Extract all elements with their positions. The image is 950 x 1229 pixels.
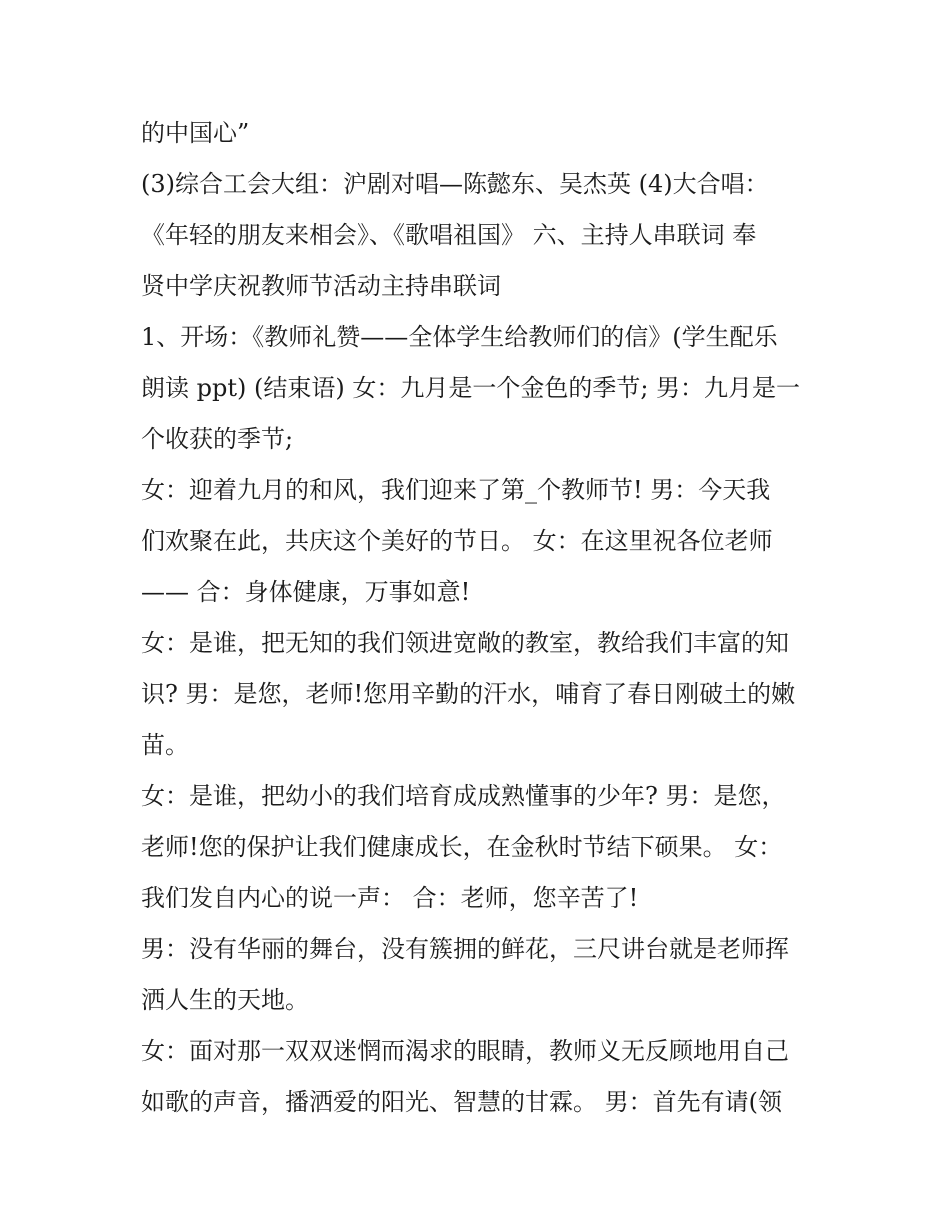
text-line-20: 如歌的声音，播洒爱的阳光、智慧的甘霖。 男：首先有请(领 bbox=[141, 1088, 782, 1116]
text-line-16: 我们发自内心的说一声： 合：老师，您辛苦了! bbox=[141, 884, 639, 912]
text-line-18: 洒人生的天地。 bbox=[141, 986, 309, 1014]
text-line-13: 苗。 bbox=[141, 731, 189, 759]
text-line-3: 《年轻的朋友来相会》、《歌唱祖国》 六、主持人串联词 奉 bbox=[141, 221, 757, 249]
text-line-2: (3)综合工会大组：沪剧对唱—陈懿东、吴杰英 (4)大合唱： bbox=[141, 170, 769, 198]
text-line-8: 女：迎着九月的和风，我们迎来了第_个教师节! 男：今天我 bbox=[141, 476, 771, 504]
text-line-14: 女：是谁，把幼小的我们培育成成熟懂事的少年? 男：是您， bbox=[141, 782, 786, 810]
text-line-4: 贤中学庆祝教师节活动主持串联词 bbox=[141, 272, 501, 300]
text-line-9: 们欢聚在此，共庆这个美好的节日。 女：在这里祝各位老师 bbox=[141, 527, 773, 555]
text-line-10: —— 合：身体健康，万事如意! bbox=[141, 578, 471, 606]
text-line-7: 个收获的季节; bbox=[141, 425, 294, 453]
text-line-19: 女：面对那一双双迷惘而渴求的眼睛，教师义无反顾地用自己 bbox=[141, 1037, 789, 1065]
text-line-6: 朗读 ppt) (结束语) 女：九月是一个金色的季节; 男：九月是一 bbox=[141, 374, 801, 402]
text-line-5: 1、开场：《教师礼赞——全体学生给教师们的信》(学生配乐 bbox=[141, 323, 778, 351]
text-line-12: 识? 男：是您，老师!您用辛勤的汗水，哺育了春日刚破土的嫩 bbox=[141, 680, 796, 708]
text-line-17: 男：没有华丽的舞台，没有簇拥的鲜花，三尺讲台就是老师挥 bbox=[141, 935, 789, 963]
text-line-11: 女：是谁，把无知的我们领进宽敞的教室，教给我们丰富的知 bbox=[141, 629, 789, 657]
text-line-15: 老师!您的保护让我们健康成长，在金秋时节结下硕果。 女： bbox=[141, 833, 783, 861]
document-body bbox=[141, 108, 821, 1128]
text-line-1: 的中国心” bbox=[141, 119, 250, 147]
